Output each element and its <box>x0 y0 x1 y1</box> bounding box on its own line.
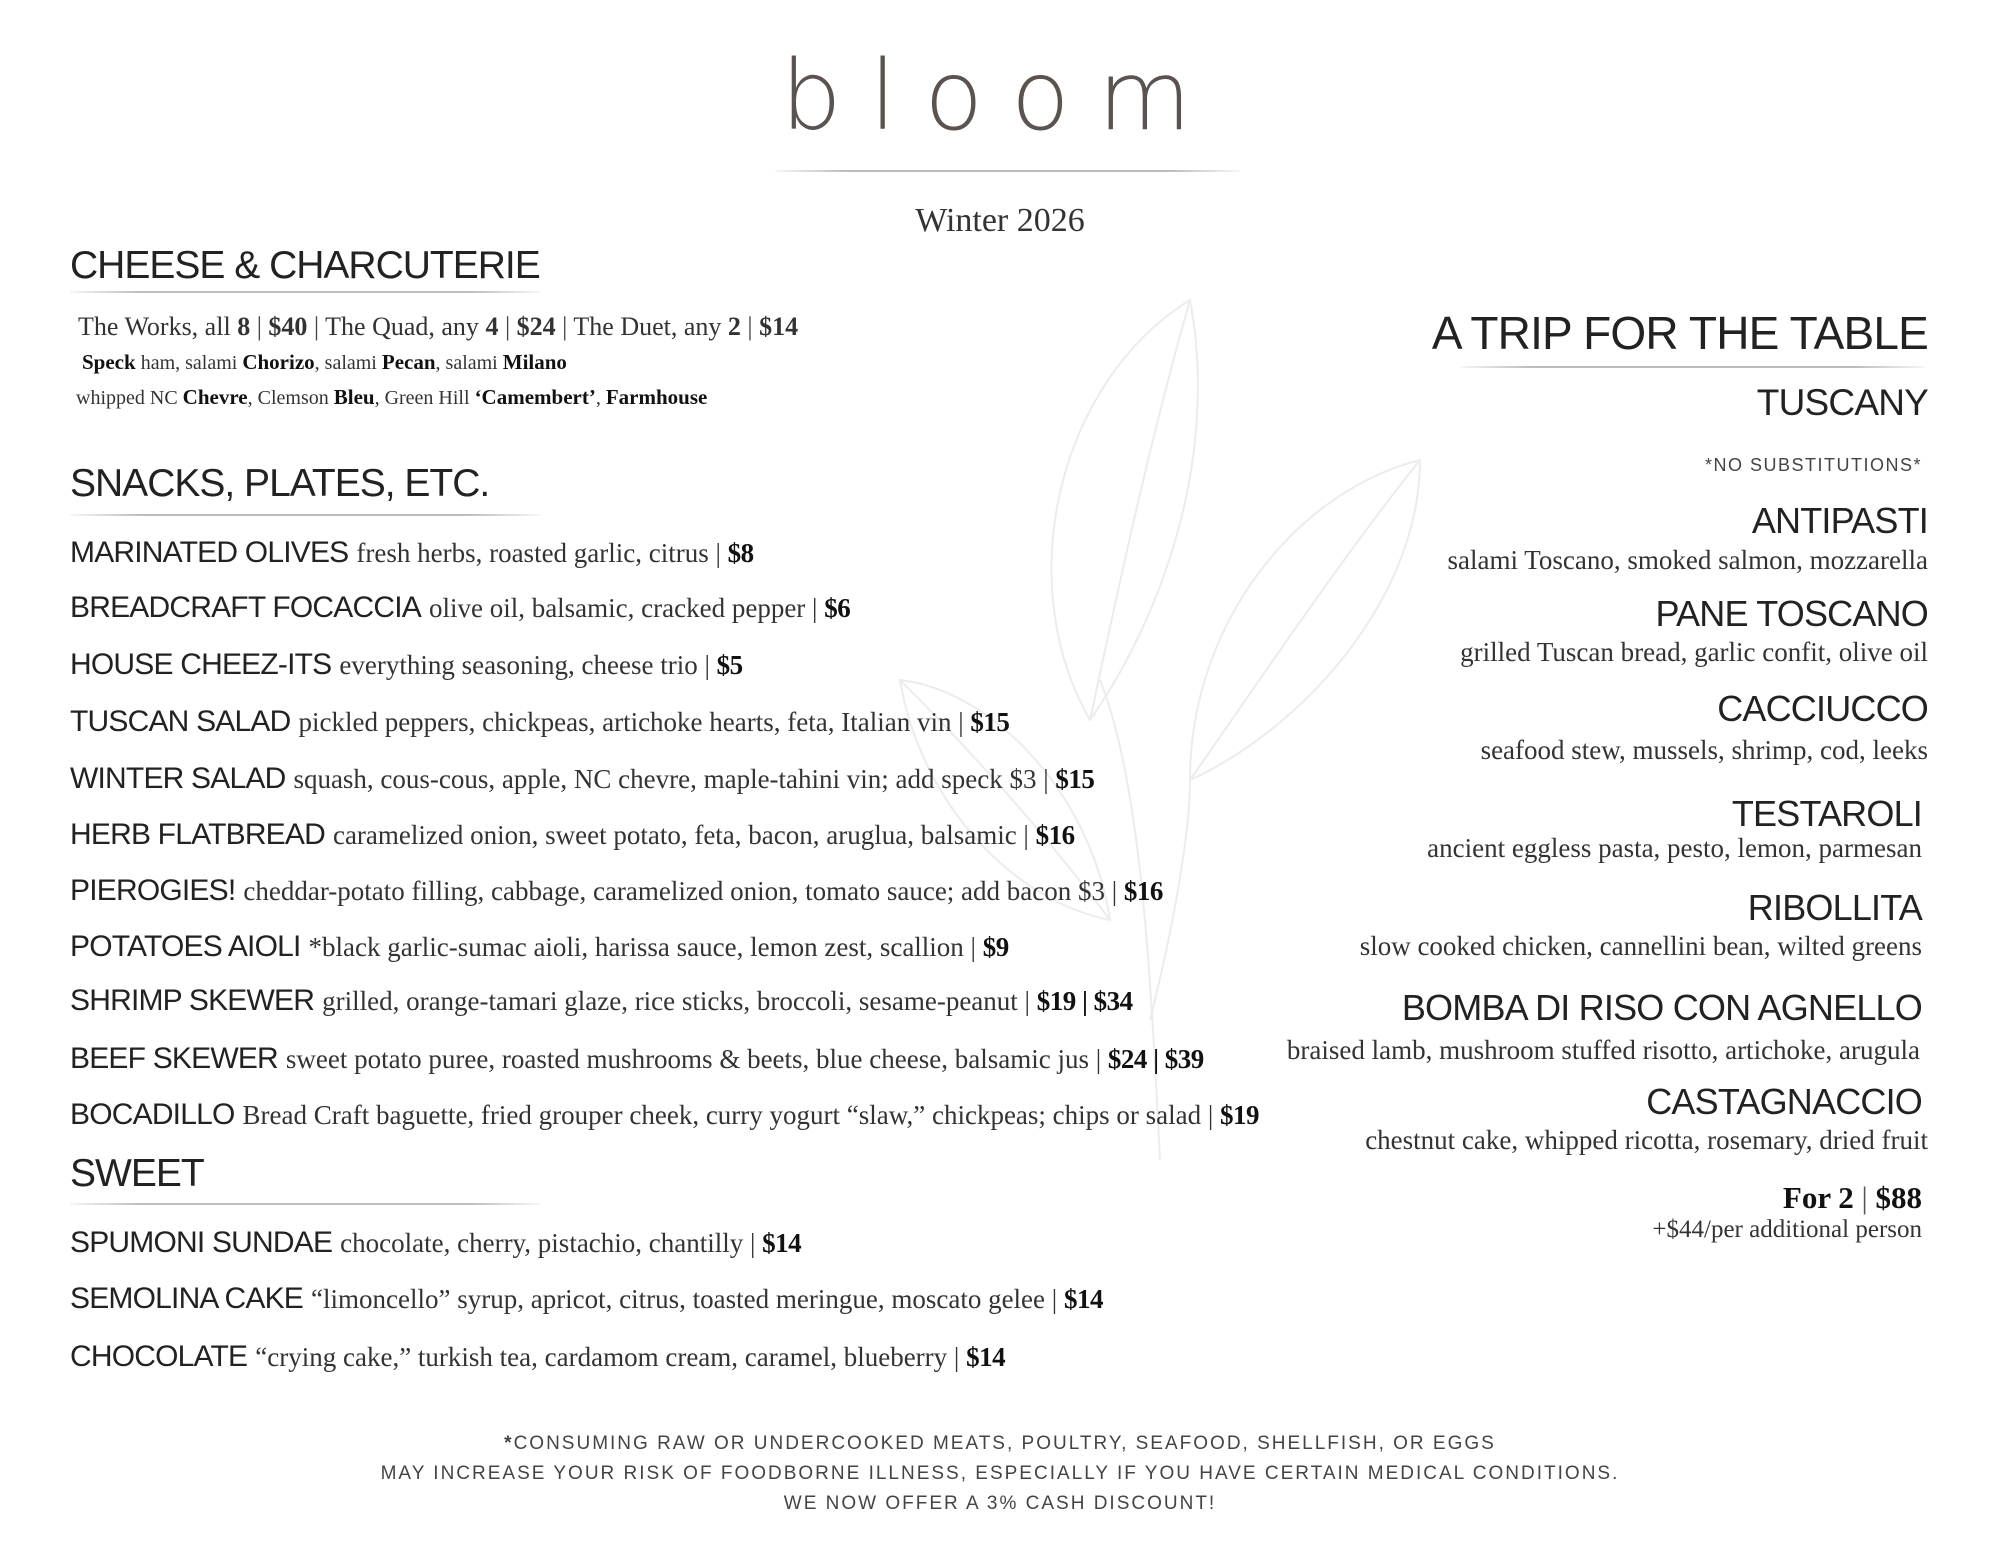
course-desc: chestnut cake, whipped ricotta, rosemary, dried fruit <box>1365 1125 1928 1155</box>
item-desc: caramelized onion, sweet potato, feta, bacon, aruglua, balsamic | <box>332 820 1036 850</box>
item-desc: squash, cous-cous, apple, NC chevre, maple-tahini vin; add speck $3 | <box>293 764 1056 794</box>
item-name: PIEROGIES! <box>70 874 236 907</box>
menu-item-row <box>70 1042 1204 1076</box>
menu-item-row <box>70 874 1163 908</box>
item-desc: “crying cake,” turkish tea, cardamom cream, caramel, blueberry | <box>255 1342 967 1372</box>
course-name: TESTAROLI <box>1731 793 1922 834</box>
item-desc: pickled peppers, chickpeas, artichoke hearts, feta, Italian vin | <box>298 707 971 737</box>
item-price: $14 <box>966 1342 1006 1372</box>
item-name: BOCADILLO <box>70 1098 235 1131</box>
brand-logo: bloom <box>780 40 1220 152</box>
course-desc: slow cooked chicken, cannellini bean, wilted greens <box>1359 931 1922 961</box>
meat-suffix: , salami <box>314 352 382 374</box>
cheese-divider <box>70 291 540 293</box>
duet-price: $14 <box>759 312 799 341</box>
item-desc: Bread Craft baguette, fried grouper cheek, curry yogurt “slaw,” chickpeas; chips or salad | <box>242 1100 1221 1130</box>
menu-item-row <box>70 648 743 682</box>
item-desc: “limoncello” syrup, apricot, citrus, toasted meringue, moscato gelee | <box>311 1284 1064 1314</box>
footer-asterisk: * <box>504 1433 514 1454</box>
snacks-section-title: SNACKS, PLATES, ETC. <box>70 462 490 505</box>
menu-item-row <box>70 818 1075 852</box>
course-name: CASTAGNACCIO <box>1646 1081 1922 1122</box>
meat-list <box>82 350 567 375</box>
footer-line-3: WE NOW OFFER A 3% CASH DISCOUNT! <box>783 1493 1217 1514</box>
item-desc: chocolate, cherry, pistachio, chantilly | <box>340 1228 763 1258</box>
cheese-suffix: , Clemson <box>247 387 334 409</box>
works-label: The Works, all <box>78 312 238 341</box>
item-price: $14 <box>762 1228 802 1258</box>
course-desc: seafood stew, mussels, shrimp, cod, leeks <box>1480 735 1928 765</box>
cheese-name: ‘Camembert’ <box>474 385 596 409</box>
item-price: $14 <box>1063 1284 1103 1314</box>
course-name: PANE TOSCANO <box>1655 593 1928 634</box>
course-desc: ancient eggless pasta, pesto, lemon, parmesan <box>1427 833 1922 863</box>
item-price: $24 | $39 <box>1107 1044 1204 1074</box>
item-desc: everything seasoning, cheese trio | <box>339 650 717 680</box>
quad-count: 4 <box>485 312 499 341</box>
item-name: MARINATED OLIVES <box>70 536 349 569</box>
meat-name: Speck <box>82 350 136 374</box>
footer-warning-1: CONSUMING RAW OR UNDERCOOKED MEATS, POULTRY, SEAFOOD, SHELLFISH, OR EGGS <box>513 1433 1496 1454</box>
trip-divider <box>1460 366 1925 368</box>
menu-item-row <box>70 930 1009 964</box>
item-desc: cheddar-potato filling, cabbage, caramelized onion, tomato sauce; add bacon $3 | <box>243 876 1124 906</box>
item-name: BEEF SKEWER <box>70 1042 278 1075</box>
item-price: $9 <box>982 932 1009 962</box>
trip-price-value: $88 <box>1875 1180 1922 1215</box>
footer-line-1 <box>0 1433 2000 1455</box>
item-desc: fresh herbs, roasted garlic, citrus | <box>356 538 728 568</box>
item-price: $15 <box>1055 764 1095 794</box>
cheese-list <box>76 385 707 410</box>
course-name: CACCIUCCO <box>1717 688 1928 729</box>
quad-label: The Quad, any <box>325 312 486 341</box>
menu-item-row <box>70 1226 801 1260</box>
course-name: BOMBA DI RISO CON AGNELLO <box>1401 987 1922 1028</box>
item-price: $6 <box>824 593 851 623</box>
course-desc: braised lamb, mushroom stuffed risotto, artichoke, arugula <box>1286 1035 1920 1065</box>
item-desc: grilled, orange-tamari glaze, rice sticks, broccoli, sesame-peanut | <box>322 986 1037 1016</box>
menu-item-row <box>70 536 754 570</box>
trip-region: TUSCANY <box>1756 382 1928 423</box>
duet-label: The Duet, any <box>573 312 728 341</box>
works-price: $40 <box>268 312 308 341</box>
item-name: SEMOLINA CAKE <box>70 1282 304 1315</box>
item-desc: olive oil, balsamic, cracked pepper | <box>428 593 825 623</box>
item-price: $15 <box>970 707 1010 737</box>
trip-price: For 2 | $88 <box>1782 1180 1922 1215</box>
item-name: SPUMONI SUNDAE <box>70 1226 333 1259</box>
menu-item-row <box>70 1098 1259 1132</box>
cheese-section-title: CHEESE & CHARCUTERIE <box>70 244 540 287</box>
cheese-name: Farmhouse <box>605 385 708 409</box>
meat-name: Milano <box>502 350 567 374</box>
season-label: Winter 2026 <box>915 202 1085 239</box>
cheese-suffix: , Green Hill <box>374 387 475 409</box>
item-desc: sweet potato puree, roasted mushrooms & beets, blue cheese, balsamic jus | <box>285 1044 1108 1074</box>
sweet-divider <box>70 1203 540 1205</box>
cheese-prefix: whipped NC <box>76 387 183 409</box>
trip-additional-person: +$44/per additional person <box>1652 1216 1922 1243</box>
course-name: ANTIPASTI <box>1751 500 1928 541</box>
meat-name: Pecan <box>381 350 436 374</box>
item-name: HERB FLATBREAD <box>70 818 325 851</box>
item-price: $19 <box>1220 1100 1260 1130</box>
menu-item-row <box>70 1340 1005 1374</box>
works-count: 8 <box>237 312 251 341</box>
menu-item-row <box>70 762 1094 796</box>
item-name: TUSCAN SALAD <box>70 705 291 738</box>
footer-line-2: MAY INCREASE YOUR RISK OF FOODBORNE ILLNESS, ESPECIALLY IF YOU HAVE CERTAIN MEDICAL CONDITIONS. <box>380 1463 1620 1484</box>
item-price: $16 <box>1123 876 1163 906</box>
menu-item-row <box>70 705 1009 739</box>
menu-item-row <box>70 1282 1103 1316</box>
item-price: $19 | $34 <box>1036 986 1133 1016</box>
item-price: $8 <box>727 538 754 568</box>
course-desc: salami Toscano, smoked salmon, mozzarella <box>1447 545 1928 575</box>
sweet-section-title: SWEET <box>70 1152 204 1195</box>
header-divider <box>775 170 1240 172</box>
item-name: HOUSE CHEEZ-ITS <box>70 648 332 681</box>
trip-price-label: For 2 <box>1782 1180 1854 1215</box>
course-desc: grilled Tuscan bread, garlic confit, olive oil <box>1460 637 1928 667</box>
snacks-divider <box>70 514 540 516</box>
cheese-suffix: , <box>595 387 606 409</box>
duet-count: 2 <box>727 312 741 341</box>
item-desc: *black garlic-sumac aioli, harissa sauce, lemon zest, scallion | <box>308 932 983 962</box>
meat-suffix: , salami <box>435 352 503 374</box>
cheese-name: Bleu <box>333 385 375 409</box>
meat-suffix: ham, salami <box>135 352 243 374</box>
menu-item-row <box>70 591 850 625</box>
item-price: $16 <box>1035 820 1075 850</box>
item-name: WINTER SALAD <box>70 762 286 795</box>
course-name: RIBOLLITA <box>1747 887 1922 928</box>
item-name: CHOCOLATE <box>70 1340 248 1373</box>
cheese-name: Chevre <box>182 385 248 409</box>
quad-price: $24 <box>516 312 556 341</box>
meat-name: Chorizo <box>242 350 315 374</box>
item-name: BREADCRAFT FOCACCIA <box>70 591 421 624</box>
item-name: SHRIMP SKEWER <box>70 984 315 1017</box>
item-price: $5 <box>716 650 743 680</box>
item-name: POTATOES AIOLI <box>70 930 301 963</box>
no-substitutions-note: *NO SUBSTITUTIONS* <box>1704 455 1922 475</box>
trip-section-title: A TRIP FOR THE TABLE <box>1431 307 1928 359</box>
menu-item-row <box>70 984 1133 1018</box>
cheese-board-options: The Works, all 8 | $40 | The Quad, any 4 | $24 | The Duet, any 2 | $14 <box>78 312 799 341</box>
